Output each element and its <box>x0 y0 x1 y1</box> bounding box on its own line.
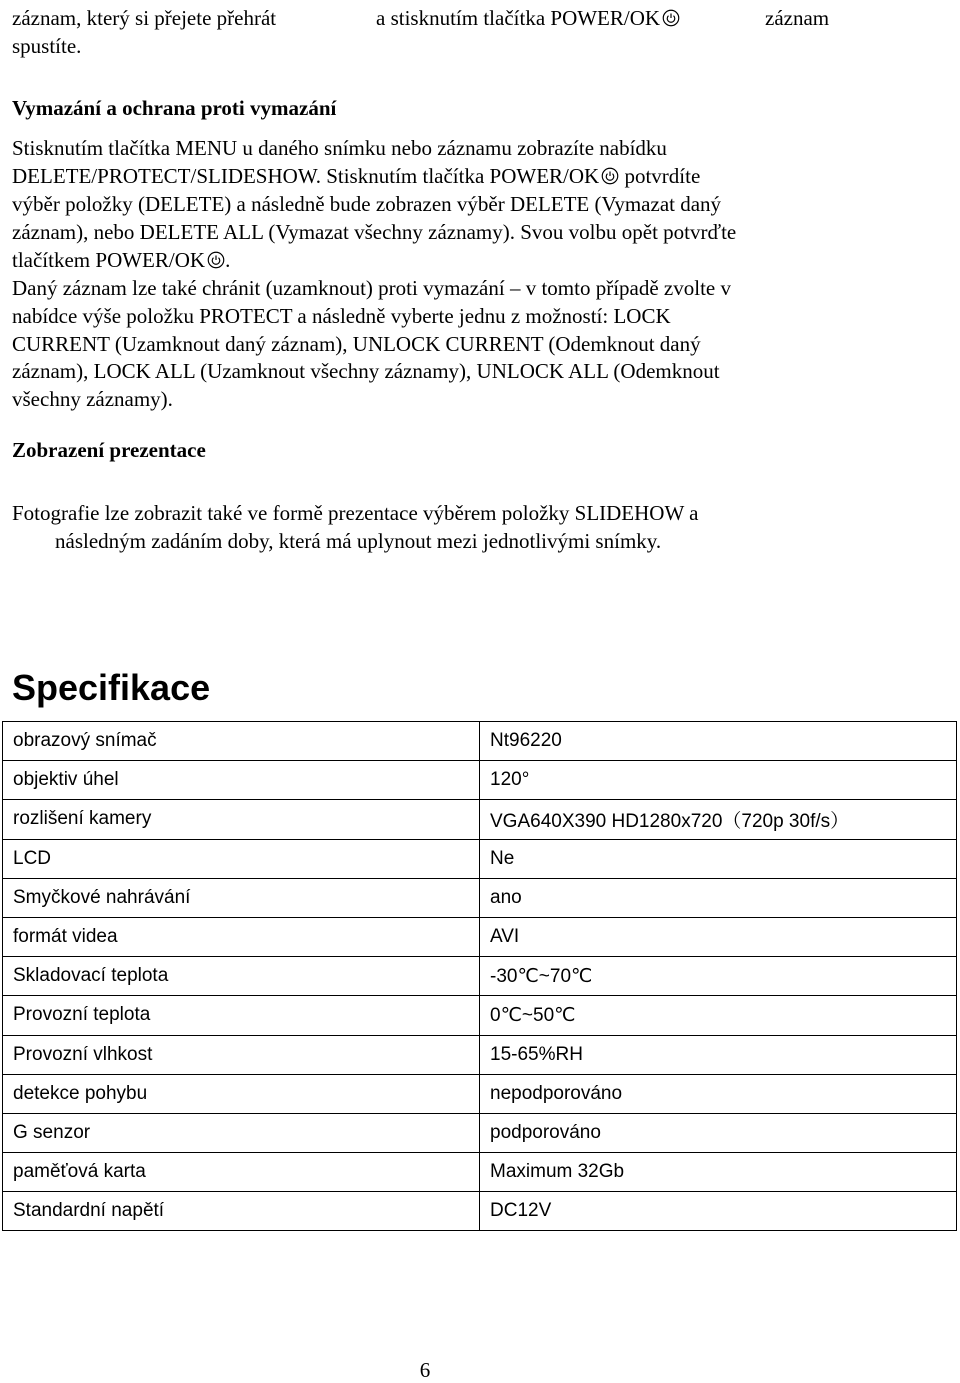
spec-value: Nt96220 <box>480 722 957 761</box>
table-row <box>3 1074 957 1113</box>
power-icon <box>207 251 225 269</box>
table-row <box>3 1113 957 1152</box>
spec-label: Smyčkové nahrávání <box>3 878 480 917</box>
spec-label: Skladovací teplota <box>3 957 480 996</box>
spec-value: ano <box>480 878 957 917</box>
spec-table <box>2 721 957 1231</box>
table-row <box>3 878 957 917</box>
delete-p2-line1: Daný záznam lze také chránit (uzamknout) proti vymazání – v tomto případě zvolte v <box>12 276 731 300</box>
spec-label: obrazový snímač <box>3 722 480 761</box>
delete-p2-line3: CURRENT (Uzamknout daný záznam), UNLOCK CURRENT (Odemknout daný <box>12 332 701 356</box>
delete-heading: Vymazání a ochrana proti vymazání <box>12 96 337 120</box>
slideshow-line1: Fotografie lze zobrazit také ve formě prezentace výběrem položky SLIDEHOW a <box>12 501 699 525</box>
spec-label: Standardní napětí <box>3 1192 480 1231</box>
delete-p1-line3: výběr položky (DELETE) a následně bude zobrazen výběr DELETE (Vymazat daný <box>12 192 722 216</box>
table-row <box>3 1192 957 1231</box>
slideshow-heading: Zobrazení prezentace <box>12 438 206 462</box>
spec-value: nepodporováno <box>480 1074 957 1113</box>
spec-label: rozlišení kamery <box>3 800 480 839</box>
spec-value: VGA640X390 HD1280x720（720p 30f/s） <box>480 800 957 839</box>
delete-p1-line2: DELETE/PROTECT/SLIDESHOW. Stisknutím tlačítka POWER/OK potvrdíte <box>12 164 701 188</box>
table-row <box>3 761 957 800</box>
power-icon <box>662 9 680 27</box>
table-row <box>3 1153 957 1192</box>
intro-line-2: spustíte. <box>12 34 82 58</box>
power-icon <box>601 167 619 185</box>
table-row <box>3 957 957 996</box>
delete-p1-line4: záznam), nebo DELETE ALL (Vymazat všechny záznamy). Svou volbu opět potvrďte <box>12 220 737 244</box>
spec-value: podporováno <box>480 1113 957 1152</box>
spec-label: objektiv úhel <box>3 761 480 800</box>
table-row <box>3 839 957 878</box>
spec-label: Provozní teplota <box>3 996 480 1035</box>
spec-label: LCD <box>3 839 480 878</box>
spec-label: paměťová karta <box>3 1153 480 1192</box>
spec-value: 15-65%RH <box>480 1035 957 1074</box>
delete-p1-line5: tlačítkem POWER/OK . <box>12 248 231 272</box>
spec-value: DC12V <box>480 1192 957 1231</box>
spec-value: Maximum 32Gb <box>480 1153 957 1192</box>
slideshow-line2: následným zadáním doby, která má uplynout mezi jednotlivými snímky. <box>55 529 662 553</box>
table-row <box>3 917 957 956</box>
spec-label: formát videa <box>3 917 480 956</box>
spec-title: Specifikace <box>12 667 211 708</box>
delete-p1-line1: Stisknutím tlačítka MENU u daného snímku nebo záznamu zobrazíte nabídku <box>12 136 667 160</box>
spec-label: Provozní vlhkost <box>3 1035 480 1074</box>
spec-value: AVI <box>480 917 957 956</box>
spec-label: G senzor <box>3 1113 480 1152</box>
spec-value: Ne <box>480 839 957 878</box>
page-number: 6 <box>419 1358 431 1382</box>
spec-value: 120° <box>480 761 957 800</box>
intro-line-1: záznam, který si přejete přehrát <box>12 6 277 30</box>
delete-p2-line2: nabídce výše položku PROTECT a následně vyberte jednu z možností: LOCK <box>12 304 671 328</box>
table-row <box>3 1035 957 1074</box>
table-row <box>3 722 957 761</box>
table-row <box>3 800 957 839</box>
table-row <box>3 996 957 1035</box>
intro-line-1-right: a stisknutím tlačítka POWER/OK <box>376 4 680 32</box>
intro-line-1-end: záznam <box>765 6 830 30</box>
delete-p2-line4: záznam), LOCK ALL (Uzamknout všechny záznamy), UNLOCK ALL (Odemknout <box>12 359 720 383</box>
spec-value: 0℃~50℃ <box>480 996 957 1035</box>
spec-value: -30℃~70℃ <box>480 957 957 996</box>
delete-p2-line5: všechny záznamy). <box>12 387 173 411</box>
spec-label: detekce pohybu <box>3 1074 480 1113</box>
